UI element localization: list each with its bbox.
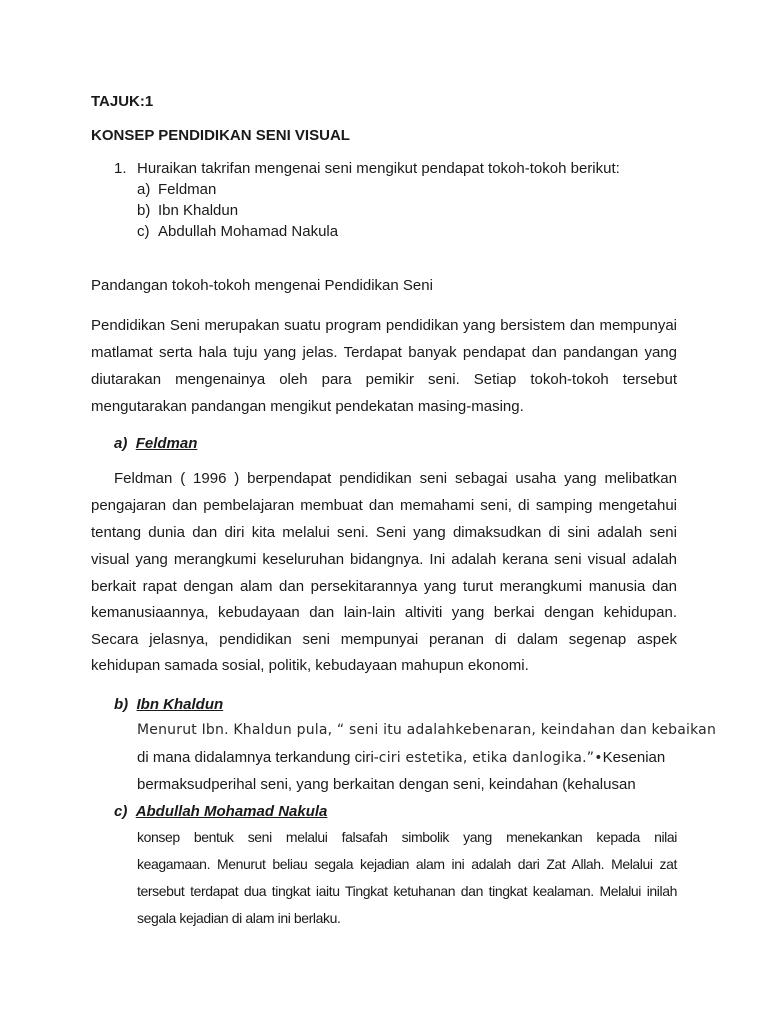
question-number: 1. <box>114 160 127 177</box>
text-run: Kesenian <box>602 749 666 766</box>
paragraph-line: visual yang merangkumi keseluruhan bidangnya. Ini adalah kerana seni visual adalah <box>91 551 677 568</box>
paragraph-line: diutarakan mengenainya oleh para pemikir seni. Setiap tokoh-tokoh tersebut <box>91 371 677 388</box>
paragraph-line: Menurut Ibn. Khaldun pula, “ seni itu adalahkebenaran, keindahan dan kebaikan <box>137 722 717 738</box>
paragraph-line: kemanusiaannya, kebudayaan dan lain-lain altiviti yang berkai dengan kehidupan. <box>91 604 677 621</box>
section-heading-ibn-khaldun <box>114 696 223 713</box>
section-name: Abdullah Mohamad Nakula <box>135 803 328 820</box>
document-title: TAJUK:1 <box>91 93 154 110</box>
intro-heading: Pandangan tokoh-tokoh mengenai Pendidikan Seni <box>91 277 433 294</box>
paragraph-line: konsep bentuk seni melalui falsafah simbolik yang menekankan kepada nilai <box>137 829 677 845</box>
question-option-letter: c) <box>137 223 150 240</box>
section-letter: b) <box>114 696 129 713</box>
section-name: Feldman <box>135 435 198 452</box>
paragraph-line: matlamat serta hala tuju yang jelas. Terdapat banyak pendapat dan pandangan yang <box>91 344 677 361</box>
paragraph-line: tentang dunia dan diri kita melalui seni. Seni yang dimaksudkan di sini adalah seni <box>91 524 677 541</box>
paragraph-line: Secara jelasnya, pendidikan seni mempunyai peranan di dalam segenap aspek <box>91 631 677 648</box>
paragraph-line: mengutarakan pandangan mengikut pendekatan masing-masing. <box>91 398 524 415</box>
question-option-text: Abdullah Mohamad Nakula <box>158 223 339 240</box>
question-option-text: Feldman <box>158 181 217 198</box>
paragraph-line <box>137 749 665 766</box>
section-heading-feldman <box>114 435 197 452</box>
paragraph-line: segala kejadian di alam ini berlaku. <box>137 910 341 926</box>
question-text: Huraikan takrifan mengenai seni mengikut pendapat tokoh-tokoh berikut: <box>137 160 620 177</box>
section-letter: c) <box>114 803 128 820</box>
question-option-letter: a) <box>137 181 151 198</box>
paragraph-line: kehidupan samada sosial, politik, kebudayaan mahupun ekonomi. <box>91 657 529 674</box>
section-letter: a) <box>114 435 128 452</box>
paragraph-line: bermaksudperihal seni, yang berkaitan dengan seni, keindahan (kehalusan <box>137 776 636 793</box>
section-heading-nakula <box>114 803 327 820</box>
text-run: di mana didalamnya terkandung ciri- <box>137 749 379 766</box>
paragraph-line: keagamaan. Menurut beliau segala kejadian alam ini adalah dari Zat Allah. Melalui zat <box>137 856 677 872</box>
paragraph-line: berkait rapat dengan alam dan persekitarannya yang turut merangkumi manusia dan <box>91 578 677 595</box>
question-option-letter: b) <box>137 202 151 219</box>
paragraph-line: pengajaran dan pembelajaran membuat dan memahami seni, di samping mengetahui <box>91 497 677 514</box>
section-name: Ibn Khaldun <box>136 696 224 713</box>
text-run: ciri estetika, etika danlogika.”• <box>378 750 603 766</box>
question-option-text: Ibn Khaldun <box>158 202 239 219</box>
document-subtitle: KONSEP PENDIDIKAN SENI VISUAL <box>91 127 350 144</box>
paragraph-line: Pendidikan Seni merupakan suatu program pendidikan yang bersistem dan mempunyai <box>91 317 677 334</box>
paragraph-line: tersebut terdapat dua tingkat iaitu Tingkat ketuhanan dan tingkat kealaman. Melalui inilah <box>137 883 677 899</box>
paragraph-line: Feldman ( 1996 ) berpendapat pendidikan seni sebagai usaha yang melibatkan <box>114 470 677 487</box>
